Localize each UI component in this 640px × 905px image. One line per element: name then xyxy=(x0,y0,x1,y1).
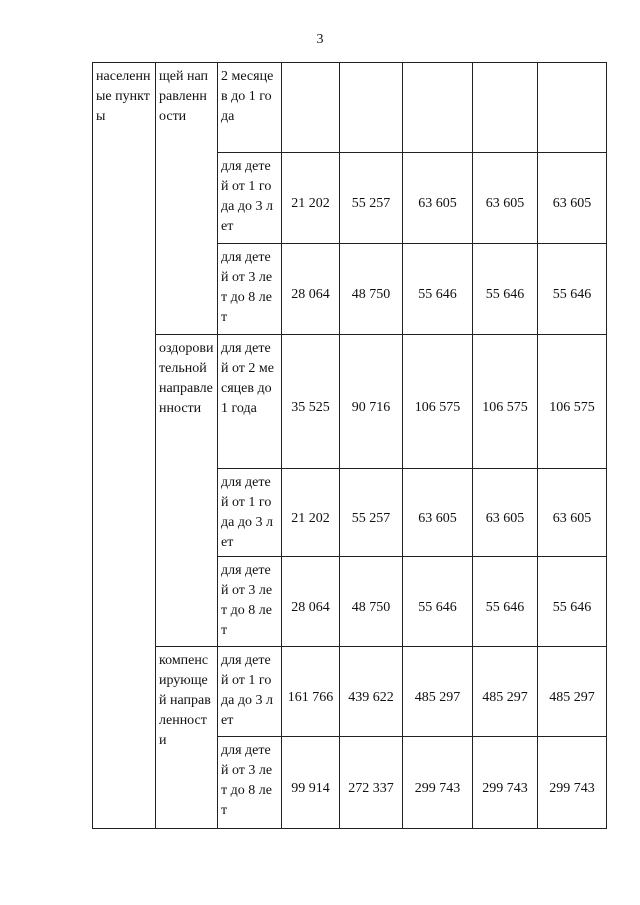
age-cell: для детей от 1 года до 3 лет xyxy=(218,469,282,557)
value-cell: 55 646 xyxy=(473,244,538,335)
value-cell: 161 766 xyxy=(282,647,340,737)
value-cell: 21 202 xyxy=(282,153,340,244)
orientation-cell: оздоровительной направленности xyxy=(156,335,218,647)
cost-table xyxy=(92,62,607,829)
orientation-cell: щей направленности xyxy=(156,63,218,335)
value-cell: 55 646 xyxy=(403,557,473,647)
value-cell xyxy=(340,63,403,153)
orientation-cell: компенсирующей направленности xyxy=(156,647,218,829)
value-cell: 63 605 xyxy=(403,469,473,557)
value-cell xyxy=(403,63,473,153)
age-cell: для детей от 3 лет до 8 лет xyxy=(218,737,282,829)
value-cell: 21 202 xyxy=(282,469,340,557)
value-cell: 55 257 xyxy=(340,469,403,557)
value-cell: 106 575 xyxy=(403,335,473,469)
value-cell: 439 622 xyxy=(340,647,403,737)
page-number: 3 xyxy=(316,32,324,47)
value-cell xyxy=(282,63,340,153)
value-cell: 272 337 xyxy=(340,737,403,829)
value-cell: 28 064 xyxy=(282,557,340,647)
value-cell: 63 605 xyxy=(403,153,473,244)
value-cell: 106 575 xyxy=(473,335,538,469)
age-cell: 2 месяцев до 1 года xyxy=(218,63,282,153)
value-cell: 299 743 xyxy=(473,737,538,829)
value-cell: 299 743 xyxy=(538,737,607,829)
age-cell: для детей от 1 года до 3 лет xyxy=(218,647,282,737)
value-cell: 485 297 xyxy=(403,647,473,737)
value-cell: 55 646 xyxy=(538,557,607,647)
value-cell: 99 914 xyxy=(282,737,340,829)
table-row xyxy=(93,63,607,153)
value-cell: 35 525 xyxy=(282,335,340,469)
table-row xyxy=(93,335,607,469)
value-cell: 55 646 xyxy=(403,244,473,335)
value-cell: 90 716 xyxy=(340,335,403,469)
value-cell: 485 297 xyxy=(473,647,538,737)
value-cell xyxy=(473,63,538,153)
value-cell: 28 064 xyxy=(282,244,340,335)
age-cell: для детей от 1 года до 3 лет xyxy=(218,153,282,244)
value-cell: 485 297 xyxy=(538,647,607,737)
value-cell: 299 743 xyxy=(403,737,473,829)
settlement-cell: населенные пункты xyxy=(93,63,156,829)
value-cell: 63 605 xyxy=(473,153,538,244)
age-cell: для детей от 3 лет до 8 лет xyxy=(218,244,282,335)
value-cell: 63 605 xyxy=(538,153,607,244)
value-cell xyxy=(538,63,607,153)
value-cell: 55 257 xyxy=(340,153,403,244)
value-cell: 63 605 xyxy=(473,469,538,557)
value-cell: 48 750 xyxy=(340,557,403,647)
value-cell: 55 646 xyxy=(473,557,538,647)
value-cell: 63 605 xyxy=(538,469,607,557)
value-cell: 106 575 xyxy=(538,335,607,469)
value-cell: 55 646 xyxy=(538,244,607,335)
age-cell: для детей от 3 лет до 8 лет xyxy=(218,557,282,647)
table-row xyxy=(93,647,607,737)
age-cell: для детей от 2 месяцев до 1 года xyxy=(218,335,282,469)
value-cell: 48 750 xyxy=(340,244,403,335)
